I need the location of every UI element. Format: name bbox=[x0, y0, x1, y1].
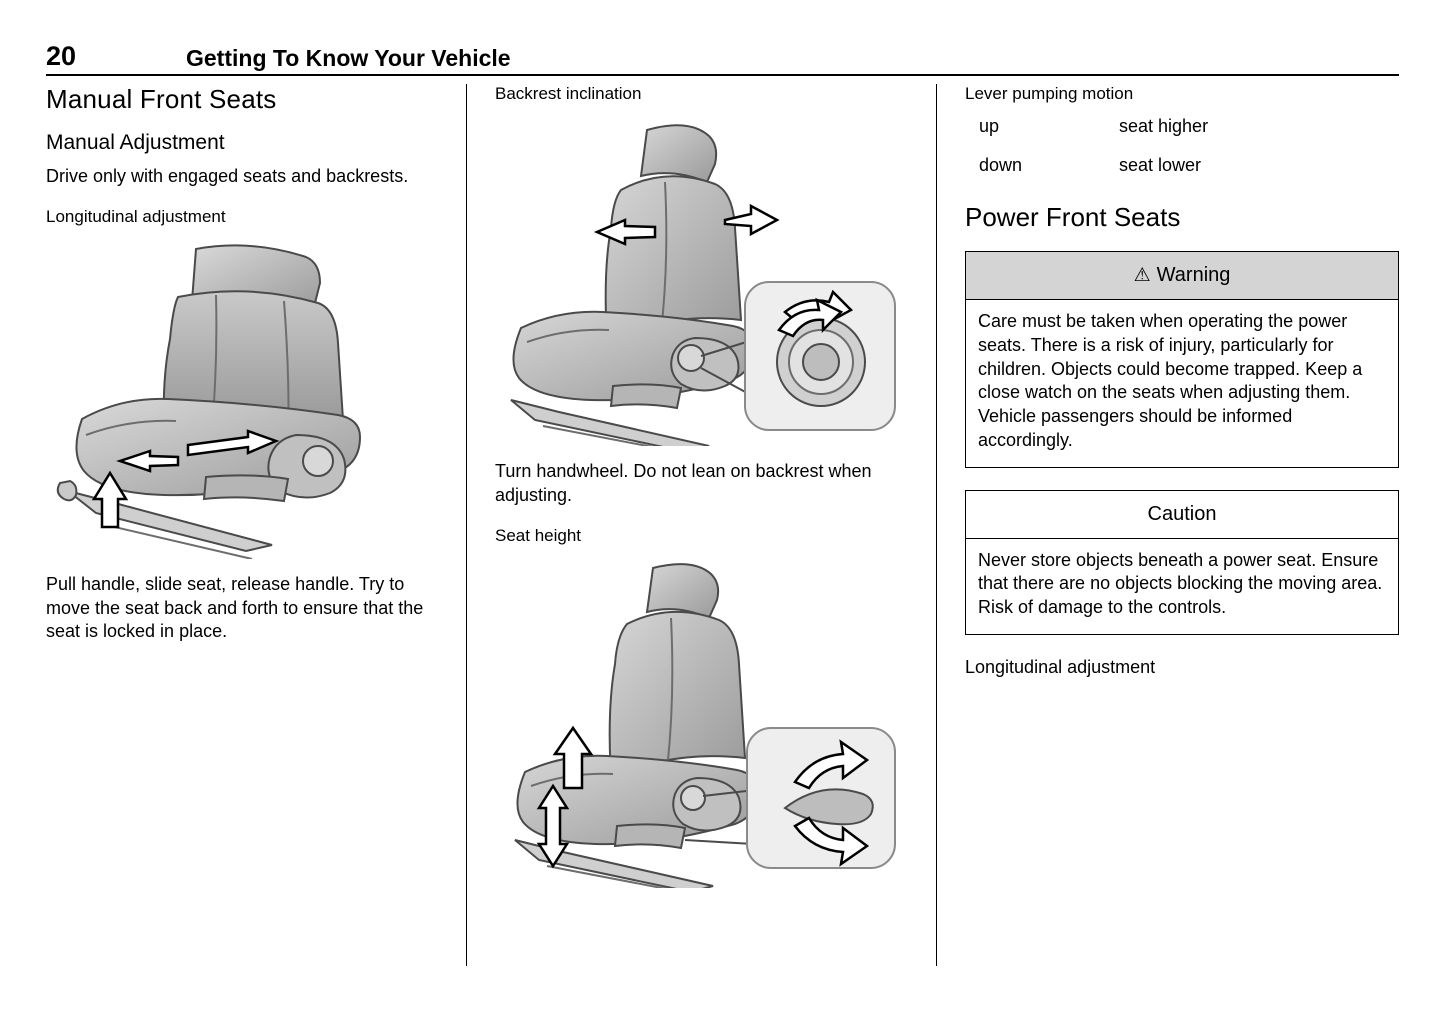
lever-pumping-motion-table bbox=[979, 116, 1399, 176]
seat-backrest-inclination-illustration bbox=[495, 116, 908, 446]
page-header bbox=[46, 30, 1399, 76]
page-title: Getting To Know Your Vehicle bbox=[186, 45, 511, 71]
page-columns bbox=[46, 84, 1399, 966]
seat-height-illustration bbox=[495, 558, 908, 888]
lever-direction-down: down bbox=[979, 155, 1023, 175]
lever-pumping-motion-title: Lever pumping motion bbox=[965, 84, 1134, 103]
section-title-manual-front-seats: Manual Front Seats bbox=[46, 84, 277, 114]
section-title-power-front-seats: Power Front Seats bbox=[965, 202, 1181, 232]
warning-label: Warning bbox=[1156, 264, 1231, 286]
figure-title-backrest-inclination: Backrest inclination bbox=[495, 84, 642, 103]
lever-result-up: seat higher bbox=[1119, 116, 1209, 136]
figure-title-longitudinal-adjustment: Longitudinal adjustment bbox=[46, 206, 226, 226]
column-three bbox=[936, 84, 1399, 966]
backrest-inclination-caption: Turn handwheel. Do not lean on backrest when adjusting. bbox=[495, 461, 872, 505]
subsection-title-manual-adjustment: Manual Adjustment bbox=[46, 131, 225, 154]
caution-text: Never store objects beneath a power seat. Ensure that there are no objects blocking the moving area. Risk of damage to the controls. bbox=[978, 549, 1383, 617]
warning-text: Care must be taken when operating the power seats. There is a risk of injury, particularly for children. Objects could become trapped. Keep a close watch on the seats when adjusting them. Vehicle passengers should be informed accordingly. bbox=[978, 311, 1363, 450]
longitudinal-adjustment-caption: Pull handle, slide seat, release handle. Try to move the seat back and forth to ensure that the seat is locked in place. bbox=[46, 573, 424, 642]
caution-box bbox=[965, 490, 1399, 635]
power-longitudinal-adjustment-title: Longitudinal adjustment bbox=[965, 656, 1156, 677]
warning-triangle-icon: ⚠ bbox=[1133, 265, 1151, 286]
manual-adjustment-intro-text: Drive only with engaged seats and backrests. bbox=[46, 166, 409, 186]
table-row bbox=[979, 155, 1399, 176]
lever-result-down: seat lower bbox=[1119, 155, 1202, 175]
lever-direction-up: up bbox=[979, 116, 1000, 136]
column-one bbox=[46, 84, 466, 966]
caution-label: Caution bbox=[1147, 502, 1217, 525]
caution-header bbox=[966, 491, 1398, 539]
warning-header bbox=[966, 252, 1398, 300]
page-number: 20 bbox=[46, 41, 77, 71]
table-row bbox=[979, 116, 1399, 137]
warning-body bbox=[966, 300, 1398, 467]
caution-body bbox=[966, 539, 1398, 634]
figure-title-seat-height: Seat height bbox=[495, 525, 582, 545]
warning-box bbox=[965, 251, 1399, 468]
column-two bbox=[466, 84, 936, 966]
seat-longitudinal-adjustment-illustration bbox=[46, 239, 438, 559]
